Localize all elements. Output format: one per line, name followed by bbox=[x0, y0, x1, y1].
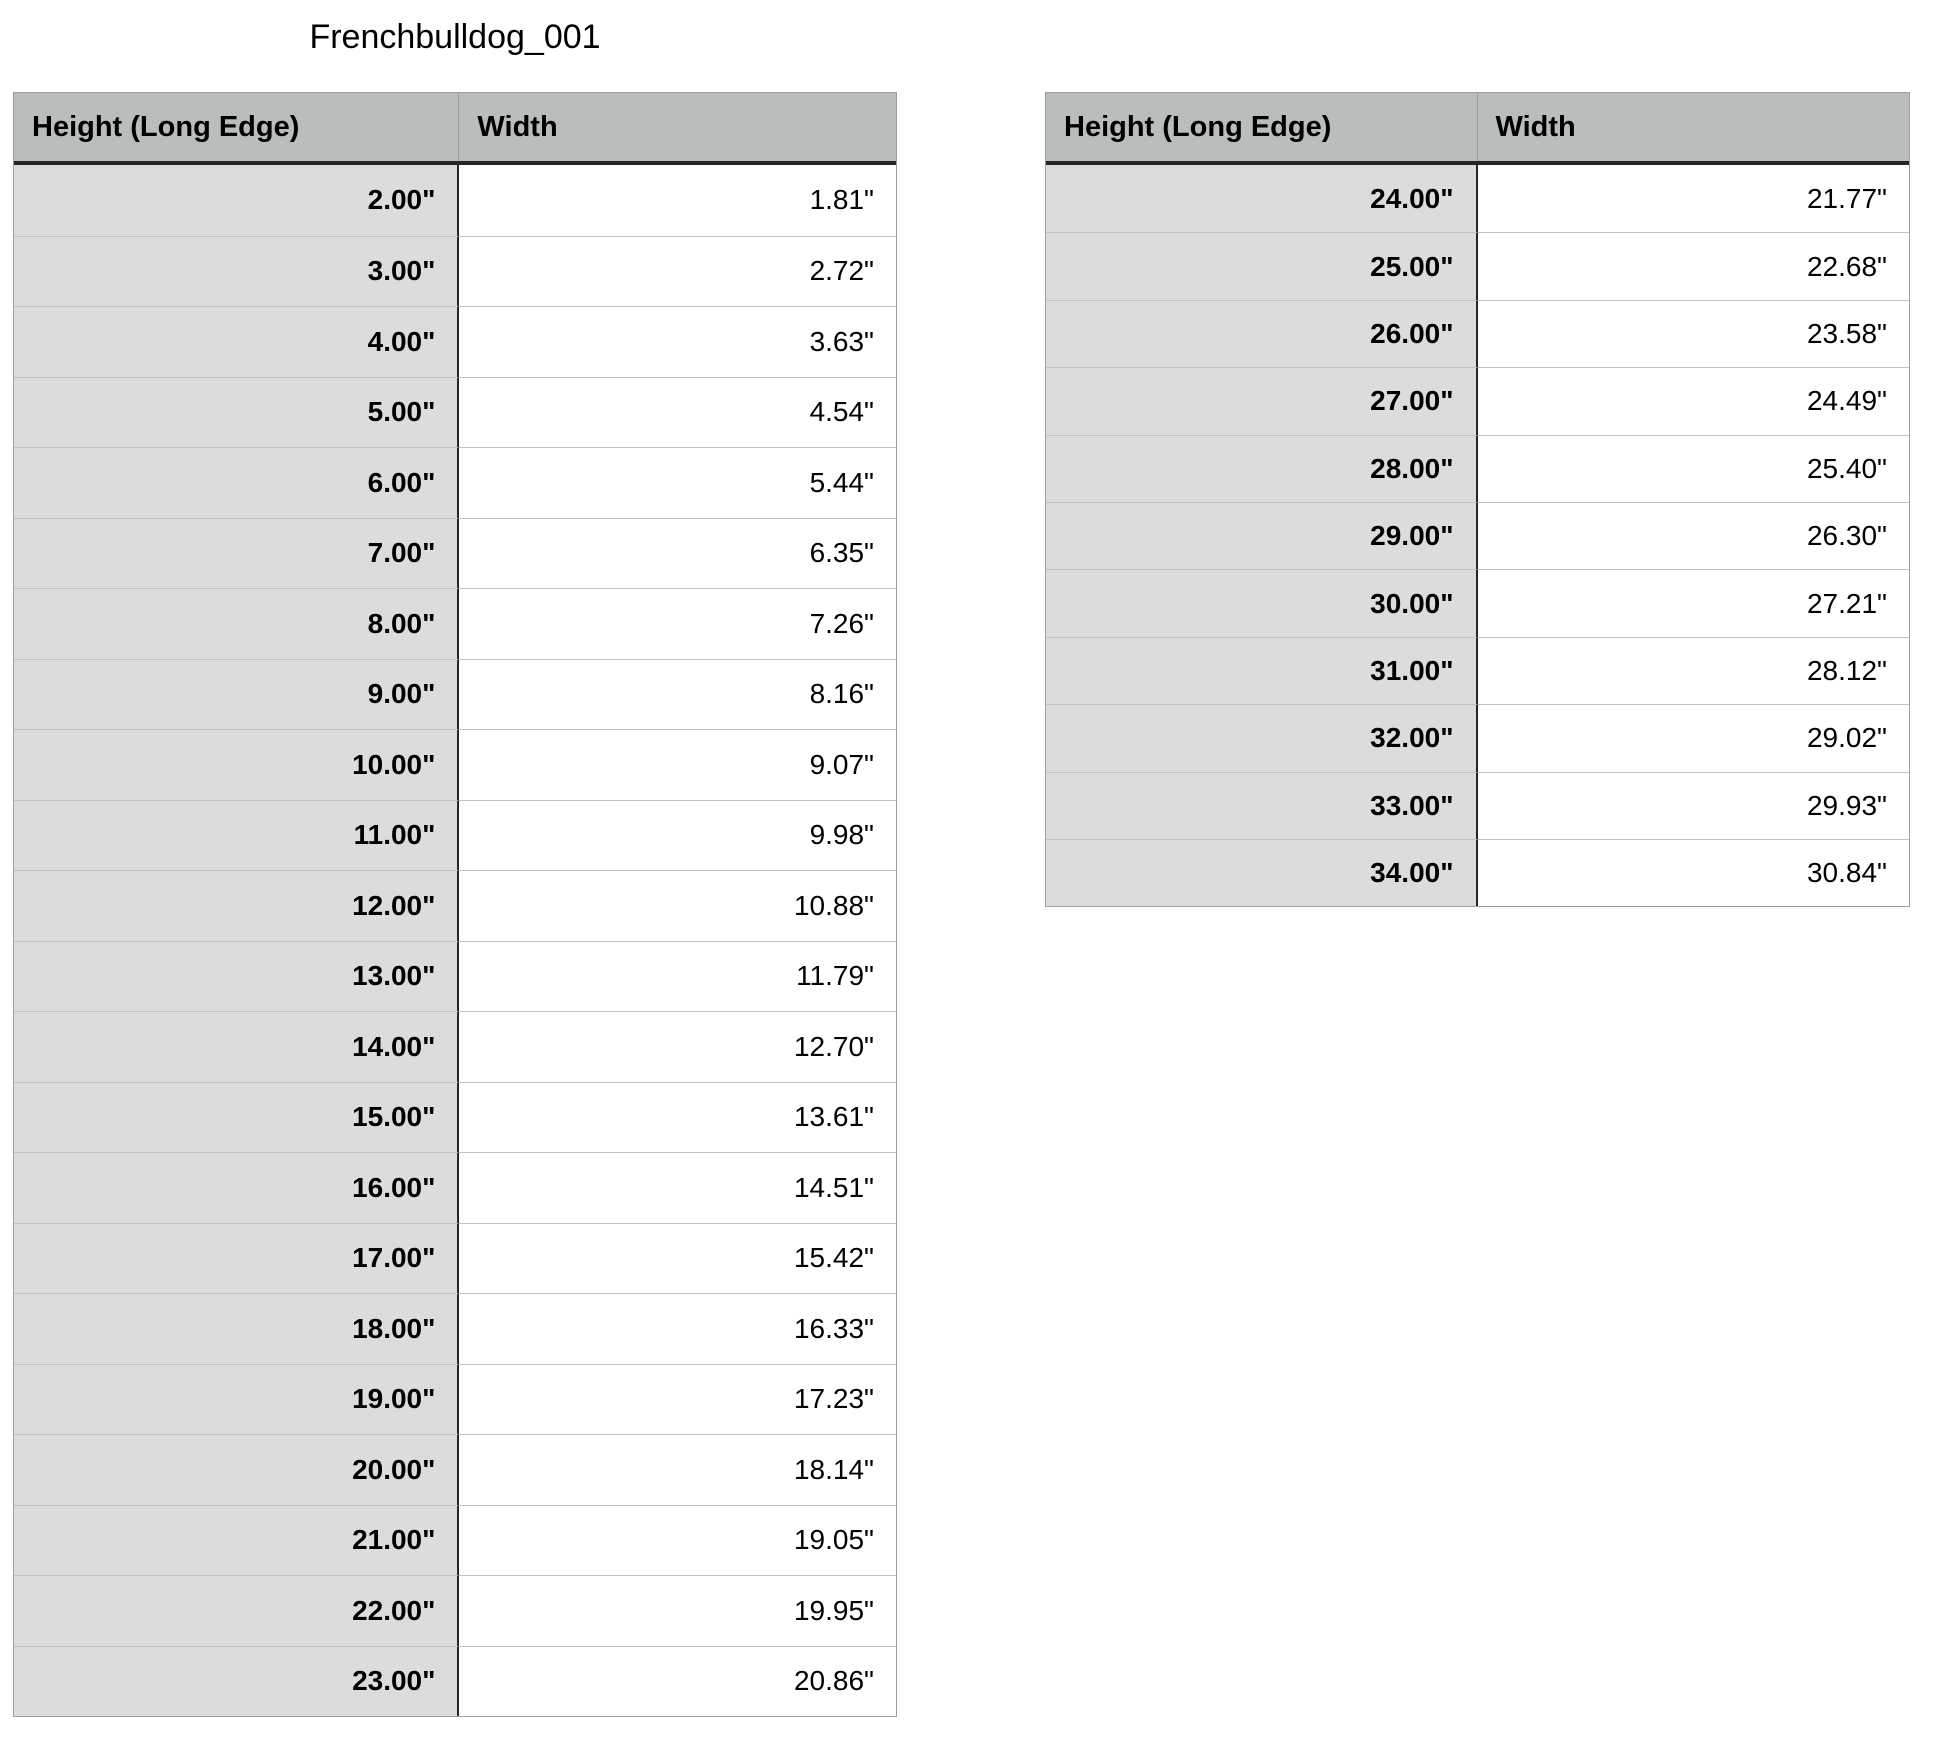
width-value-cell: 15.42" bbox=[459, 1223, 896, 1294]
table-row bbox=[14, 1575, 896, 1646]
height-value-cell: 18.00" bbox=[14, 1293, 459, 1364]
width-value-cell: 12.70" bbox=[459, 1011, 896, 1082]
size-table-right bbox=[1045, 92, 1910, 907]
width-value-cell: 24.49" bbox=[1478, 367, 1910, 434]
table-row bbox=[14, 165, 896, 236]
table-row bbox=[14, 870, 896, 941]
table-row bbox=[14, 1223, 896, 1294]
width-value-cell: 10.88" bbox=[459, 870, 896, 941]
height-value-cell: 26.00" bbox=[1046, 300, 1478, 367]
height-value-cell: 20.00" bbox=[14, 1434, 459, 1505]
height-value-cell: 31.00" bbox=[1046, 637, 1478, 704]
height-value-cell: 19.00" bbox=[14, 1364, 459, 1435]
height-value-cell: 28.00" bbox=[1046, 435, 1478, 502]
width-value-cell: 5.44" bbox=[459, 447, 896, 518]
table-body bbox=[14, 165, 896, 1716]
height-value-cell: 23.00" bbox=[14, 1646, 459, 1717]
width-value-cell: 14.51" bbox=[459, 1152, 896, 1223]
height-value-cell: 14.00" bbox=[14, 1011, 459, 1082]
column-header-height: Height (Long Edge) bbox=[1046, 93, 1478, 161]
width-value-cell: 16.33" bbox=[459, 1293, 896, 1364]
table-row bbox=[14, 729, 896, 800]
table-row bbox=[14, 659, 896, 730]
width-value-cell: 25.40" bbox=[1478, 435, 1910, 502]
height-value-cell: 4.00" bbox=[14, 306, 459, 377]
table-row bbox=[14, 518, 896, 589]
table-row bbox=[14, 1434, 896, 1505]
width-value-cell: 26.30" bbox=[1478, 502, 1910, 569]
width-value-cell: 1.81" bbox=[459, 165, 896, 236]
height-value-cell: 21.00" bbox=[14, 1505, 459, 1576]
height-value-cell: 11.00" bbox=[14, 800, 459, 871]
column-header-width: Width bbox=[477, 110, 558, 143]
sheet-title: Frenchbulldog_001 bbox=[309, 18, 601, 56]
table-row bbox=[14, 1082, 896, 1153]
table-row bbox=[14, 1011, 896, 1082]
table-row bbox=[14, 377, 896, 448]
height-value-cell: 22.00" bbox=[14, 1575, 459, 1646]
height-value-cell: 3.00" bbox=[14, 236, 459, 307]
table-row bbox=[1046, 704, 1909, 771]
height-value-cell: 34.00" bbox=[1046, 839, 1478, 906]
table-header-row bbox=[1046, 93, 1909, 165]
height-value-cell: 7.00" bbox=[14, 518, 459, 589]
width-value-cell: 30.84" bbox=[1478, 839, 1910, 906]
height-value-cell: 12.00" bbox=[14, 870, 459, 941]
table-row bbox=[1046, 367, 1909, 434]
width-value-cell: 21.77" bbox=[1478, 165, 1910, 232]
width-value-cell: 6.35" bbox=[459, 518, 896, 589]
width-value-cell: 7.26" bbox=[459, 588, 896, 659]
width-value-cell: 11.79" bbox=[459, 941, 896, 1012]
width-value-cell: 13.61" bbox=[459, 1082, 896, 1153]
width-value-cell: 18.14" bbox=[459, 1434, 896, 1505]
width-value-cell: 9.98" bbox=[459, 800, 896, 871]
width-value-cell: 17.23" bbox=[459, 1364, 896, 1435]
table-row bbox=[1046, 569, 1909, 636]
table-body bbox=[1046, 165, 1909, 906]
height-value-cell: 33.00" bbox=[1046, 772, 1478, 839]
height-value-cell: 25.00" bbox=[1046, 232, 1478, 299]
width-value-cell: 23.58" bbox=[1478, 300, 1910, 367]
table-row bbox=[1046, 300, 1909, 367]
width-value-cell: 8.16" bbox=[459, 659, 896, 730]
height-value-cell: 17.00" bbox=[14, 1223, 459, 1294]
width-value-cell: 20.86" bbox=[459, 1646, 896, 1717]
height-value-cell: 30.00" bbox=[1046, 569, 1478, 636]
height-value-cell: 32.00" bbox=[1046, 704, 1478, 771]
size-table-left bbox=[13, 92, 897, 1717]
table-header-row bbox=[14, 93, 896, 165]
height-value-cell: 6.00" bbox=[14, 447, 459, 518]
column-header-height: Height (Long Edge) bbox=[14, 93, 459, 161]
column-header-width: Width bbox=[1495, 110, 1576, 143]
table-row bbox=[14, 1646, 896, 1717]
height-value-cell: 9.00" bbox=[14, 659, 459, 730]
table-row bbox=[14, 1364, 896, 1435]
width-value-cell: 9.07" bbox=[459, 729, 896, 800]
table-row bbox=[1046, 232, 1909, 299]
table-row bbox=[14, 588, 896, 659]
height-value-cell: 16.00" bbox=[14, 1152, 459, 1223]
table-row bbox=[1046, 165, 1909, 232]
table-row bbox=[1046, 502, 1909, 569]
table-row bbox=[14, 1293, 896, 1364]
height-value-cell: 29.00" bbox=[1046, 502, 1478, 569]
table-row bbox=[14, 1152, 896, 1223]
width-value-cell: 3.63" bbox=[459, 306, 896, 377]
width-value-cell: 22.68" bbox=[1478, 232, 1910, 299]
width-value-cell: 29.93" bbox=[1478, 772, 1910, 839]
height-value-cell: 13.00" bbox=[14, 941, 459, 1012]
table-row bbox=[14, 236, 896, 307]
table-row bbox=[1046, 839, 1909, 906]
width-value-cell: 27.21" bbox=[1478, 569, 1910, 636]
height-value-cell: 24.00" bbox=[1046, 165, 1478, 232]
table-row bbox=[1046, 435, 1909, 502]
width-value-cell: 28.12" bbox=[1478, 637, 1910, 704]
table-row bbox=[14, 941, 896, 1012]
table-row bbox=[14, 306, 896, 377]
height-value-cell: 15.00" bbox=[14, 1082, 459, 1153]
table-row bbox=[1046, 637, 1909, 704]
table-row bbox=[14, 447, 896, 518]
width-value-cell: 29.02" bbox=[1478, 704, 1910, 771]
height-value-cell: 5.00" bbox=[14, 377, 459, 448]
width-value-cell: 2.72" bbox=[459, 236, 896, 307]
width-value-cell: 4.54" bbox=[459, 377, 896, 448]
table-row bbox=[1046, 772, 1909, 839]
height-value-cell: 10.00" bbox=[14, 729, 459, 800]
width-value-cell: 19.95" bbox=[459, 1575, 896, 1646]
width-value-cell: 19.05" bbox=[459, 1505, 896, 1576]
height-value-cell: 2.00" bbox=[14, 165, 459, 236]
table-row bbox=[14, 800, 896, 871]
table-row bbox=[14, 1505, 896, 1576]
height-value-cell: 8.00" bbox=[14, 588, 459, 659]
height-value-cell: 27.00" bbox=[1046, 367, 1478, 434]
